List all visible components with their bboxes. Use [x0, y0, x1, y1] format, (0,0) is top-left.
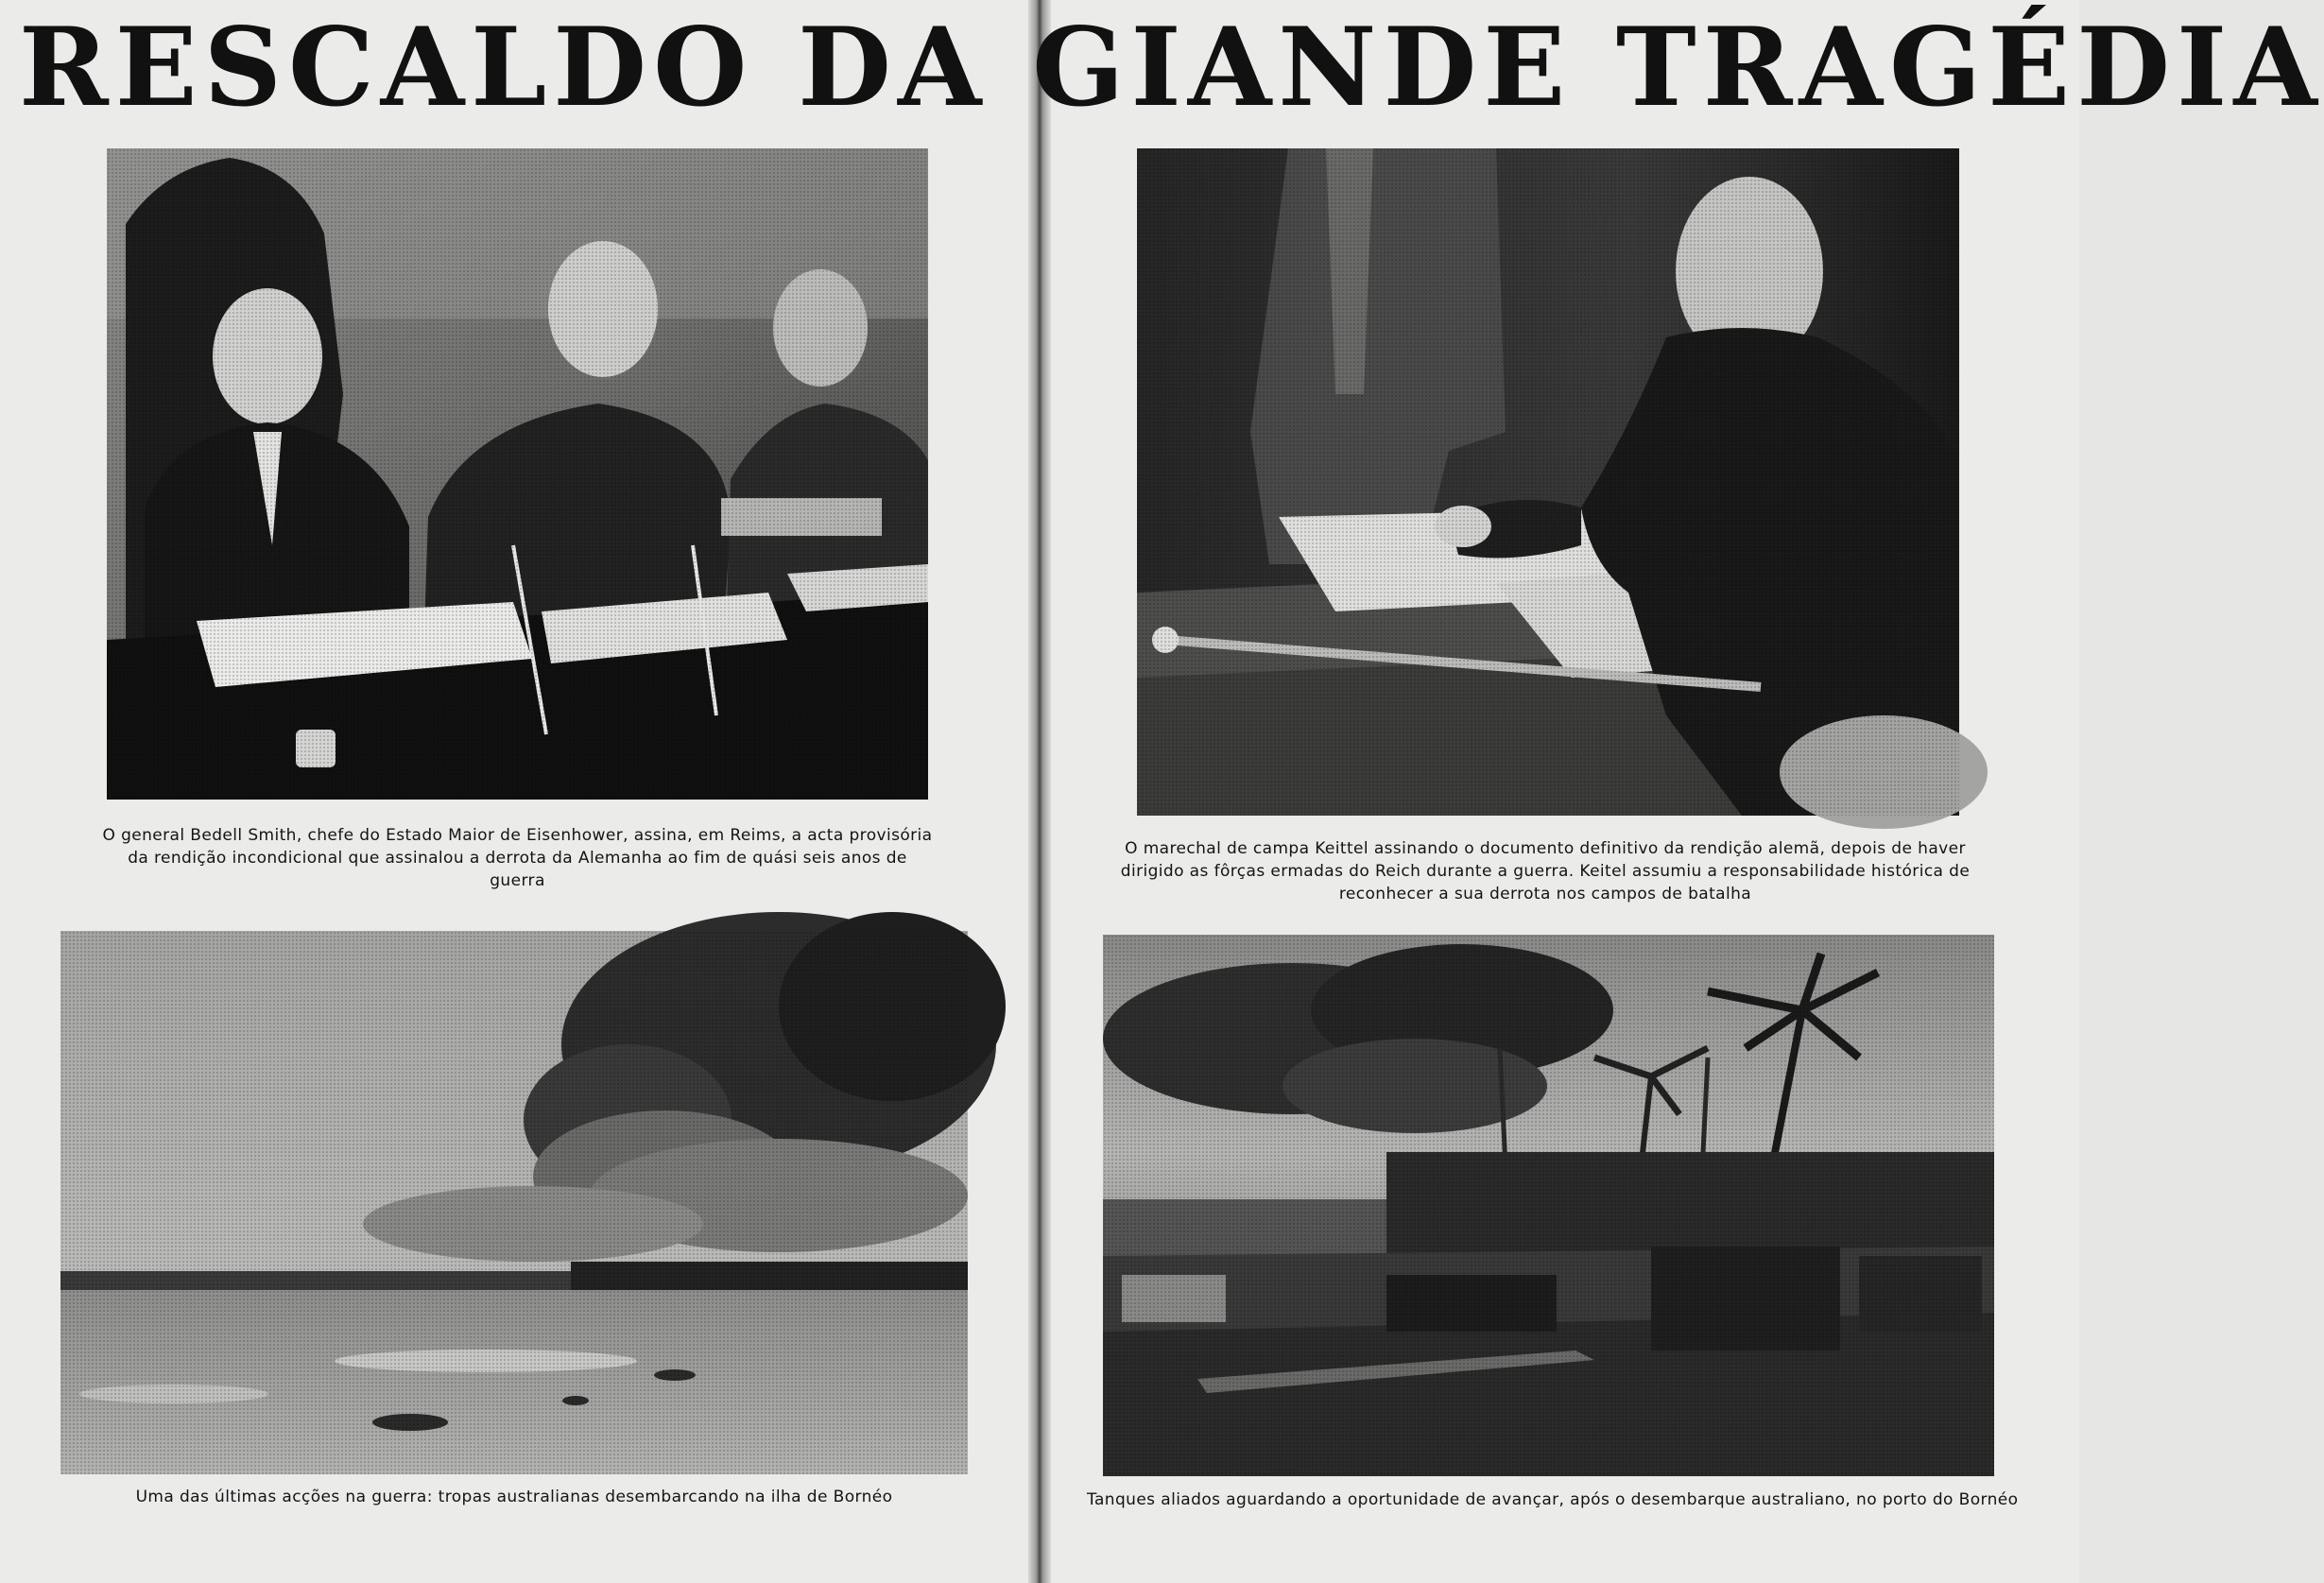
photo-borneo-tanks-icon — [1103, 935, 1994, 1476]
photo-borneo-tanks — [1103, 935, 1994, 1476]
headline: RESCALDO DA GIANDE TRAGÉDIA — [19, 4, 2324, 130]
photo-keitel-signing-icon — [1137, 148, 1959, 816]
photo-signing-reims-icon — [107, 148, 928, 800]
photo-keitel-signing — [1137, 148, 1959, 816]
photo-borneo-landing-icon — [60, 931, 968, 1474]
caption-borneo-tanks: Tanques aliados aguardando a oportunidade de avançar, após o desembarque australiano, no porto do Bornéo — [1087, 1490, 2019, 1509]
caption-signing-reims: O general Bedell Smith, chefe do Estado Maior de Eisenhower, assina, em Reims, a acta provisória da rendição incondicional que assinalou a derrota da Alemanha ao fim de quási seis anos de guerra — [102, 826, 933, 890]
page-gutter — [1028, 0, 1051, 1583]
caption-keitel-signing: O marechal de campa Keittel assinando o documento definitivo da rendição alemã, depois de haver dirigido as fôrças ermadas do Reich durante a guerra. Keitel assumiu a responsabilidade histórica de reconhecer a sua derrota nos campos de batalha — [1120, 839, 1971, 903]
photo-borneo-landing — [60, 931, 968, 1474]
photo-signing-reims — [107, 148, 928, 800]
caption-borneo-landing: Uma das últimas acções na guerra: tropas australianas desembarcando na ilha de Bornéo — [135, 1488, 893, 1506]
